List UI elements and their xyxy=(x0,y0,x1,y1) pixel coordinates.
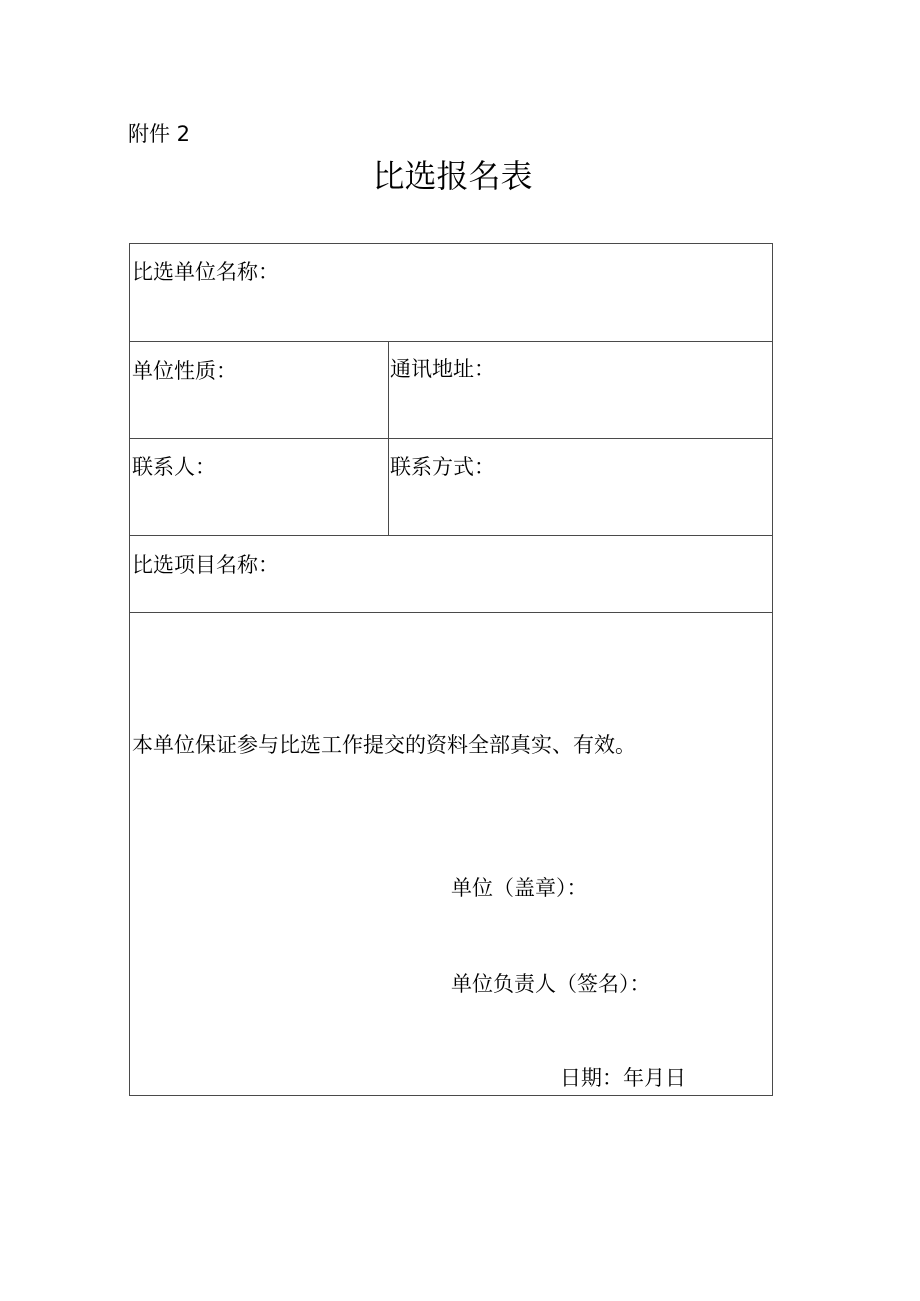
form-title: 比选报名表 xyxy=(372,157,533,195)
row-divider-1 xyxy=(130,341,772,342)
row-divider-3 xyxy=(130,535,772,536)
unit-nature-label: 单位性质： xyxy=(132,359,237,383)
signature-label: 单位负责人（签名）： xyxy=(451,972,651,996)
column-divider xyxy=(388,341,389,535)
registration-form xyxy=(129,243,773,1096)
project-name-label: 比选项目名称： xyxy=(132,553,279,577)
contact-method-label: 联系方式： xyxy=(390,455,495,479)
row-divider-2 xyxy=(130,438,772,439)
unit-name-label: 比选单位名称： xyxy=(132,260,279,284)
row-divider-4 xyxy=(130,612,772,613)
seal-label: 单位（盖章）： xyxy=(451,876,588,900)
guarantee-statement: 本单位保证参与比选工作提交的资料全部真实、有效。 xyxy=(132,733,636,757)
contact-person-label: 联系人： xyxy=(132,455,216,479)
attachment-label: 附件 2 xyxy=(128,122,191,146)
date-label: 日期：年月日 xyxy=(560,1066,686,1090)
address-label: 通讯地址： xyxy=(390,357,495,381)
